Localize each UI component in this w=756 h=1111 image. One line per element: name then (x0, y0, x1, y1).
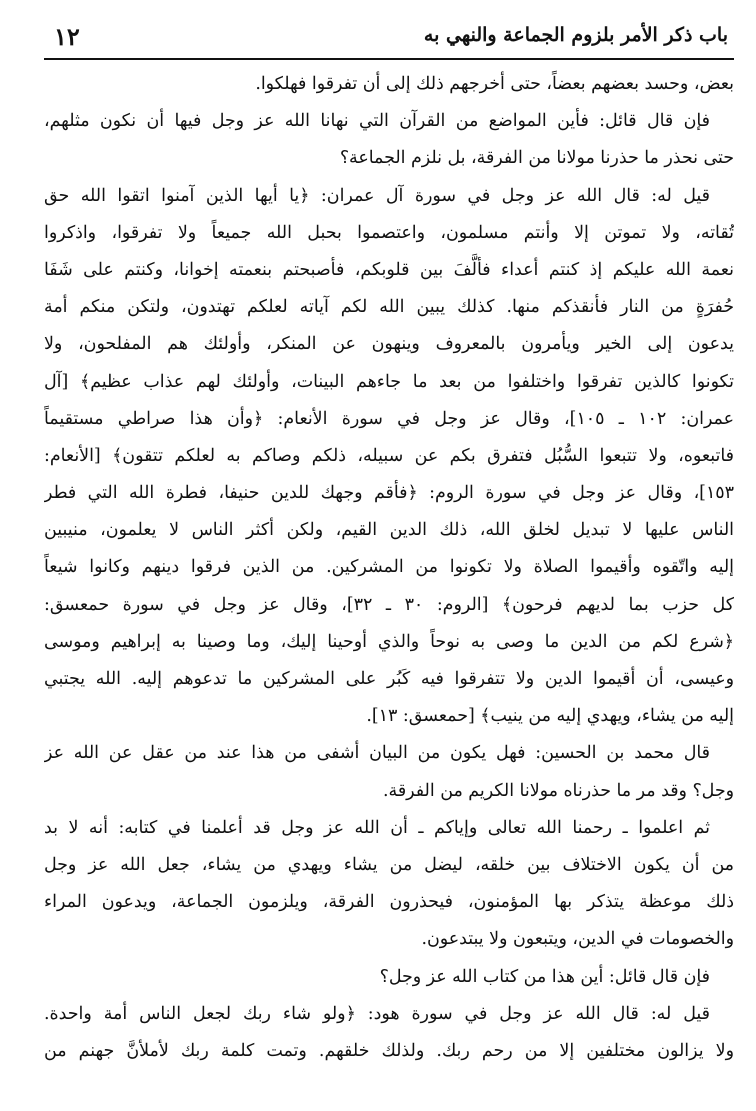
page-header (44, 18, 734, 60)
text-line: ولا يزالون مختلفين إلا من رحم ربك. ولذلك خلقهم. وتمت كلمة ربك لأملأنَّ جهنم من (44, 1040, 734, 1061)
text-line: يدعون إلى الخير ويأمرون بالمعروف وينهون عن المنكر، وأولئك هم المفلحون، ولا (44, 334, 734, 355)
text-line: كل حزب بما لديهم فرحون﴾ [الروم: ٣٠ ـ ٣٢]، وقال عز وجل في سورة حمعسق: (44, 594, 734, 615)
text-line: وجل؟ وقد مر ما حذرناه مولانا الكريم من الفرقة. (382, 780, 734, 801)
text-line: ثم اعلموا ـ رحمنا الله تعالى وإياكم ـ أن الله عز وجل قد أعلمنا في كتابه: أنه لا بد (44, 817, 710, 838)
text-line: عمران: ١٠٢ ـ ١٠٥]، وقال عز وجل في سورة الأنعام: ﴿وأن هذا صراطي مستقيماً (44, 408, 734, 429)
text-line: فإن قال قائل: فأين المواضع من القرآن التي نهانا الله عز وجل فيها أن نكون مثلهم، (44, 111, 710, 132)
text-line: قال محمد بن الحسين: فهل يكون من البيان أشفى من هذا عند من عقل عن الله عز (44, 743, 710, 764)
text-line: ﴿شرع لكم من الدين ما وصى به نوحاً والذي أوحينا إليك، وما وصينا به إبراهيم وموسى (44, 631, 734, 652)
text-line: فإن قال قائل: أين هذا من كتاب الله عز وجل؟ (379, 966, 710, 987)
text-line: نعمة الله عليكم إذ كنتم أعداء فألَّفَ بين قلوبكم، فأصبحتم بنعمته إخوانا، وكنتم على شَفَا (44, 259, 734, 280)
text-line: وعيسى، أن أقيموا الدين ولا تتفرقوا فيه كَبُر على المشركين ما تدعوهم إليه. الله يجتبي (44, 669, 734, 689)
text-line: ذلك موعظة يتذكر بها المؤمنون، فيحذرون الفرقة، ويلزمون الجماعة، ويدعون المراء (44, 892, 734, 913)
running-title: باب ذكر الأمر بلزوم الجماعة والنهي به (423, 24, 728, 46)
page-body (44, 66, 734, 1070)
text-line: فاتبعوه، ولا تتبعوا السُّبُل فتفرق بكم عن سبيله، ذلكم وصاكم به لعلكم تتقون﴾ [الأنعام: (44, 445, 734, 466)
text-line: من أن يكون الاختلاف بين خلقه، ليضل من يشاء ويهدي من يشاء، جعل الله عز وجل (44, 854, 734, 875)
text-line: تكونوا كالذين تفرقوا واختلفوا من بعد ما جاءهم البينات، وأولئك لهم عذاب عظيم﴾ [آل (44, 371, 734, 392)
text-line: إليه من يشاء، ويهدي إليه من ينيب﴾ [حمعسق: ١٣]. (366, 706, 734, 727)
text-line: قيل له: قال الله عز وجل في سورة آل عمران: ﴿يا أيها الذين آمنوا اتقوا الله حق (44, 185, 710, 206)
text-line: حتى نحذر ما حذرنا مولانا من الفرقة، بل نلزم الجماعة؟ (339, 148, 734, 169)
text-line: ١٥٣]، وقال عز وجل في سورة الروم: ﴿فأقم وجهك للدين حنيفا، فطرة الله التي فطر (44, 483, 734, 504)
text-line: والخصومات في الدين، ويتبعون ولا يبتدعون. (421, 929, 734, 950)
text-line: حُفرَةٍ من النار فأنقذكم منها. كذلك يبين الله لكم آياته لعلكم تهتدون، ولتكن منكم أمة (44, 297, 734, 318)
page-number: ١٢ (54, 22, 80, 51)
text-line: بعض، وحسد بعضهم بعضاً، حتى أخرجهم ذلك إلى أن تفرقوا فهلكوا. (255, 74, 734, 94)
text-line: تُقاته، ولا تموتن إلا وأنتم مسلمون، واعتصموا بحبل الله جميعاً ولا تفرقوا، واذكروا (44, 222, 734, 243)
text-line: إليه واتّقوه وأقيموا الصلاة ولا تكونوا من المشركين. من الذين فرقوا دينهم وكانوا شيعاً (44, 557, 734, 578)
text-line: قيل له: قال الله عز وجل في سورة هود: ﴿ولو شاء ربك لجعل الناس أمة واحدة. (44, 1003, 710, 1024)
text-line: الناس عليها لا تبديل لخلق الله، ذلك الدين القيم، ولكن أكثر الناس لا يعلمون، منيبين (44, 520, 734, 541)
